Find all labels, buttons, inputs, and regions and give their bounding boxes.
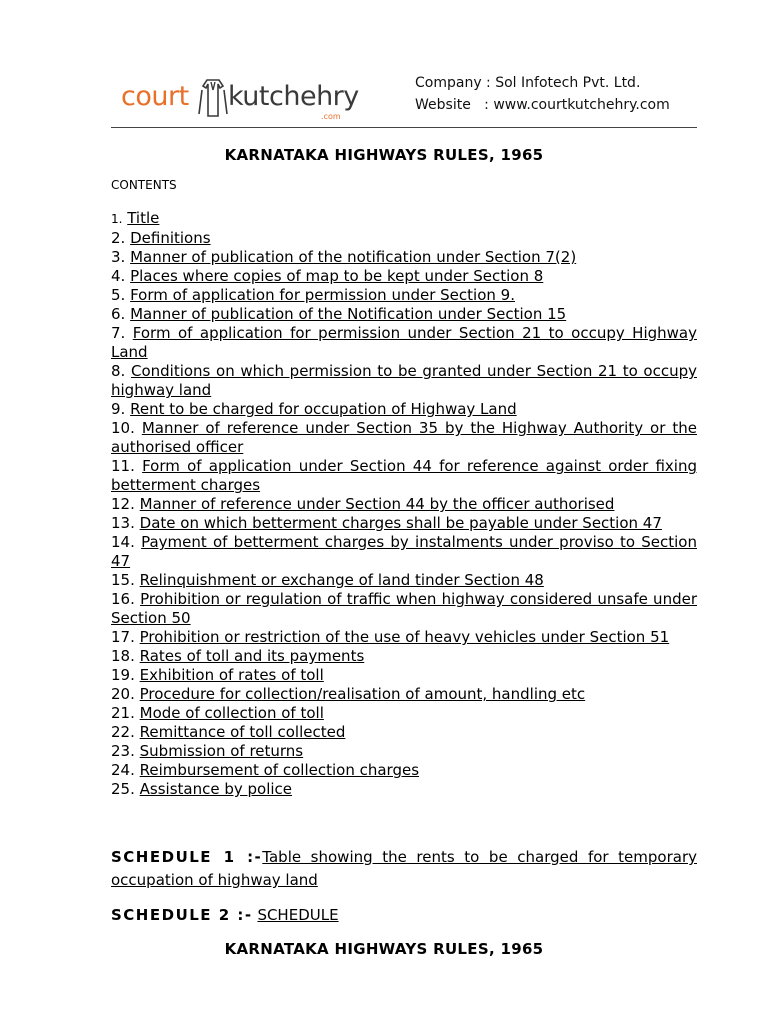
toc-item-link[interactable]: Remittance of toll collected — [139, 723, 346, 741]
company-info — [415, 72, 670, 116]
toc-item — [111, 704, 697, 723]
website-label: Website — [415, 97, 471, 113]
toc-item-number: 19. — [111, 666, 135, 684]
toc-item — [111, 324, 697, 362]
schedule-2-entry — [111, 904, 697, 927]
logo-court-text: court — [121, 81, 189, 112]
toc-item-number: 5. — [111, 286, 126, 304]
toc-item-number: 18. — [111, 647, 135, 665]
toc-item — [111, 514, 697, 533]
schedule-2-link[interactable]: SCHEDULE — [257, 906, 339, 924]
company-label: Company — [415, 75, 482, 91]
schedule-1-entry — [111, 846, 697, 892]
toc-item-link[interactable]: Rent to be charged for occupation of Highway Land — [130, 400, 517, 418]
toc-item-number: 11. — [111, 457, 135, 475]
toc-item — [111, 685, 697, 704]
toc-item-link[interactable]: Prohibition or regulation of traffic when highway considered unsafe under Section 50 — [111, 590, 697, 627]
logo-kutchehry-text: kutchehry — [228, 81, 359, 112]
toc-item — [111, 305, 697, 324]
toc-item-number: 15. — [111, 571, 135, 589]
toc-item-number: 7. — [111, 324, 126, 342]
toc-item — [111, 533, 697, 571]
toc-item-link[interactable]: Manner of publication of the Notification under Section 15 — [130, 305, 567, 323]
website-row: Website : www.courtkutchehry.com — [415, 97, 670, 113]
schedule-2-label: SCHEDULE 2 :- — [111, 906, 253, 924]
toc-item — [111, 761, 697, 780]
toc-item-number: 21. — [111, 704, 135, 722]
document-title-repeat: KARNATAKA HIGHWAYS RULES, 1965 — [224, 940, 544, 958]
table-of-contents — [111, 209, 697, 799]
toc-item-number: 1. — [111, 212, 123, 226]
toc-item — [111, 742, 697, 761]
toc-item — [111, 647, 697, 666]
toc-item — [111, 495, 697, 514]
toc-item-number: 13. — [111, 514, 135, 532]
toc-item-link[interactable]: Mode of collection of toll — [139, 704, 324, 722]
toc-item — [111, 286, 697, 305]
toc-item — [111, 780, 697, 799]
toc-item-number: 9. — [111, 400, 126, 418]
toc-item — [111, 571, 697, 590]
schedule-1-link[interactable]: Table showing the rents to be charged for temporary occupation of highway land — [111, 848, 697, 889]
header-divider — [111, 127, 697, 128]
toc-item-link[interactable]: Definitions — [130, 229, 211, 247]
toc-item-link[interactable]: Manner of reference under Section 35 by the Highway Authority or the authorised officer — [111, 419, 697, 456]
toc-item — [111, 400, 697, 419]
toc-item-number: 6. — [111, 305, 126, 323]
toc-item-link[interactable]: Rates of toll and its payments — [139, 647, 365, 665]
toc-item-link[interactable]: Form of application under Section 44 for reference against order fixing betterment charges — [111, 457, 697, 494]
toc-item-link[interactable]: Relinquishment or exchange of land tinder Section 48 — [139, 571, 544, 589]
toc-item-number: 3. — [111, 248, 126, 266]
toc-item — [111, 628, 697, 647]
toc-item-number: 20. — [111, 685, 135, 703]
toc-item-number: 22. — [111, 723, 135, 741]
logo-com-text: .com — [321, 112, 341, 121]
toc-item — [111, 419, 697, 457]
schedule-1-label: SCHEDULE 1 :- — [111, 848, 263, 866]
toc-item-number: 24. — [111, 761, 135, 779]
toc-item-link[interactable]: Manner of publication of the notification under Section 7(2) — [130, 248, 577, 266]
toc-item — [111, 457, 697, 495]
toc-item-link[interactable]: Form of application for permission under Section 9. — [130, 286, 515, 304]
toc-item — [111, 723, 697, 742]
toc-item-number: 25. — [111, 780, 135, 798]
contents-heading: CONTENTS — [111, 178, 177, 192]
company-row: Company : Sol Infotech Pvt. Ltd. — [415, 75, 641, 91]
toc-item-link[interactable]: Exhibition of rates of toll — [139, 666, 324, 684]
toc-item-link[interactable]: Date on which betterment charges shall be payable under Section 47 — [139, 514, 662, 532]
toc-item-link[interactable]: Conditions on which permission to be granted under Section 21 to occupy highway land — [111, 362, 697, 399]
toc-item — [111, 209, 697, 229]
toc-item-link[interactable]: Procedure for collection/realisation of amount, handling etc — [139, 685, 586, 703]
toc-item-number: 16. — [111, 590, 135, 608]
toc-item-number: 12. — [111, 495, 135, 513]
toc-item-link[interactable]: Payment of betterment charges by instalments under proviso to Section 47 — [111, 533, 697, 570]
toc-item-link[interactable]: Title — [127, 209, 160, 227]
toc-item — [111, 248, 697, 267]
website-link[interactable]: www.courtkutchehry.com — [493, 97, 670, 113]
toc-item — [111, 229, 697, 248]
toc-item-link[interactable]: Assistance by police — [139, 780, 293, 798]
toc-item — [111, 590, 697, 628]
toc-item-number: 10. — [111, 419, 135, 437]
document-title: KARNATAKA HIGHWAYS RULES, 1965 — [224, 146, 544, 164]
toc-item-link[interactable]: Prohibition or restriction of the use of heavy vehicles under Section 51 — [139, 628, 670, 646]
toc-item — [111, 267, 697, 286]
toc-item-link[interactable]: Manner of reference under Section 44 by the officer authorised — [139, 495, 615, 513]
toc-item-link[interactable]: Submission of returns — [139, 742, 304, 760]
toc-item-number: 23. — [111, 742, 135, 760]
toc-item-number: 8. — [111, 362, 126, 380]
lawyer-gown-icon — [196, 78, 230, 118]
toc-item-number: 4. — [111, 267, 126, 285]
toc-item-number: 2. — [111, 229, 126, 247]
toc-item-link[interactable]: Reimbursement of collection charges — [139, 761, 420, 779]
toc-item-link[interactable]: Form of application for permission under Section 21 to occupy Highway Land — [111, 324, 697, 361]
toc-item-number: 17. — [111, 628, 135, 646]
toc-item-link[interactable]: Places where copies of map to be kept under Section 8 — [130, 267, 544, 285]
toc-item-number: 14. — [111, 533, 135, 551]
toc-item — [111, 362, 697, 400]
toc-item — [111, 666, 697, 685]
company-value: Sol Infotech Pvt. Ltd. — [495, 75, 641, 91]
